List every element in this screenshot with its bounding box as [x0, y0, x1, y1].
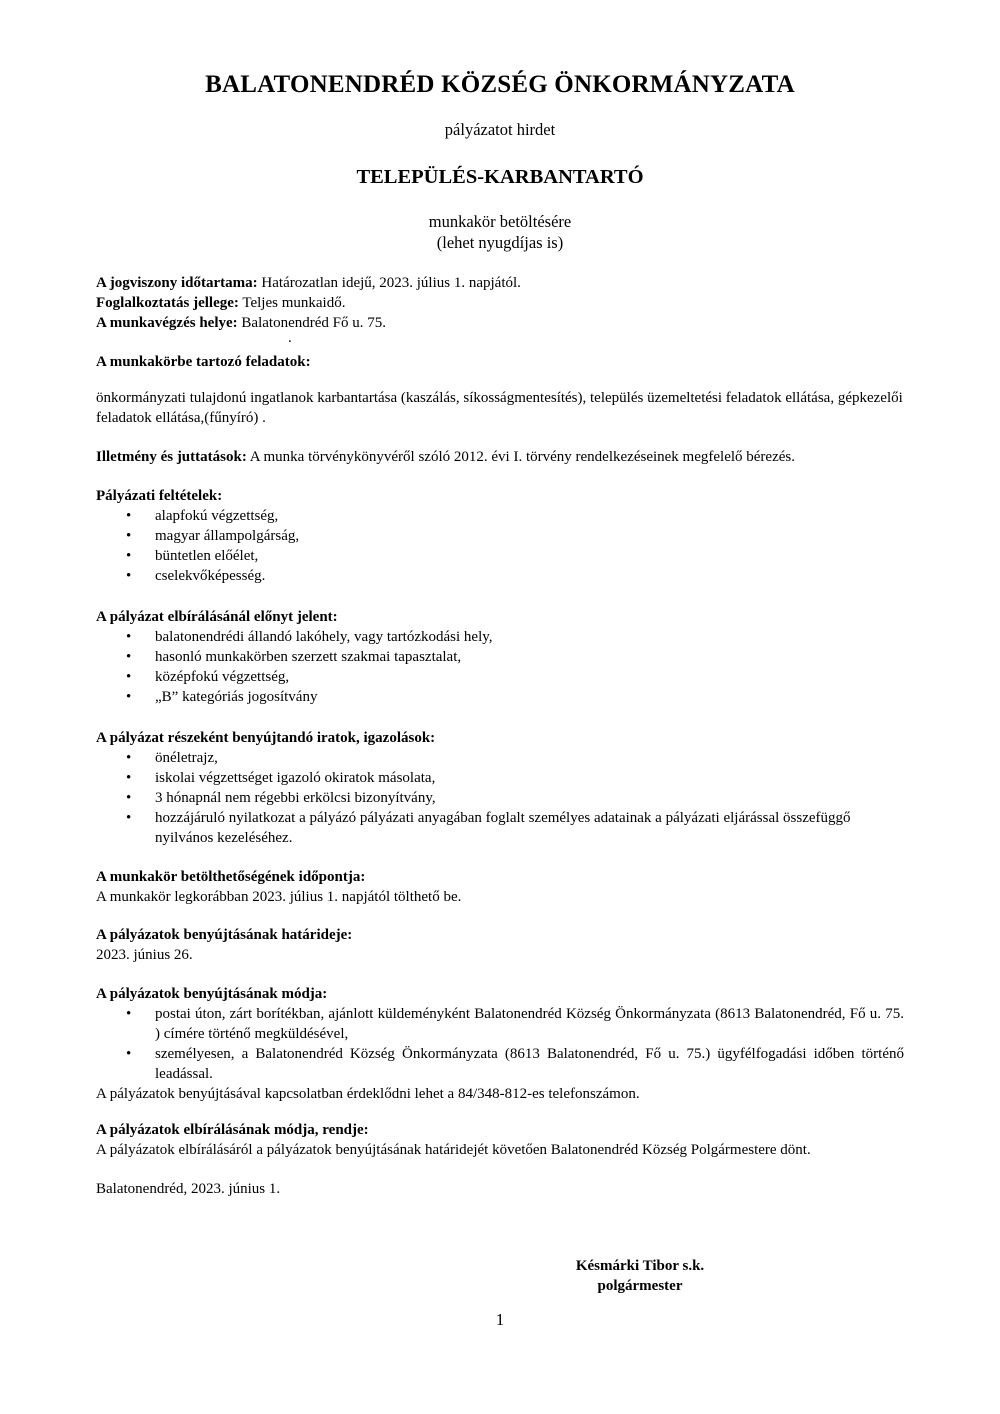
list-item: • postai úton, zárt borítékban, ajánlott küldeményként Balatonendréd Község Önkormányzata (8613 Balatonendréd, Fő u. 75. ) címére történő megküldésével, [126, 1006, 904, 1042]
advantages-section [96, 607, 904, 707]
list-item: • személyesen, a Balatonendréd Község Önkormányzata (8613 Balatonendréd, Fő u. 75.) ügyfélfogadási időben történő leadással. [126, 1046, 904, 1082]
bullet-icon: • [126, 508, 132, 524]
bullet-icon: • [126, 790, 132, 806]
list-item: • büntetlen előélet, [126, 548, 259, 564]
signature-role: polgármester [597, 1278, 683, 1294]
page-title: BALATONENDRÉD KÖZSÉG ÖNKORMÁNYZATA [205, 71, 795, 98]
conditions-list [96, 506, 904, 586]
start-section [96, 867, 904, 907]
salary-line [96, 447, 904, 467]
duration-value: Határozatlan idejű, 2023. július 1. napjától. [257, 275, 521, 291]
documents-section [96, 728, 904, 848]
contact-text: A pályázatok benyújtásával kapcsolatban érdeklődni lehet a 84/348-812-es telefonszámon. [96, 1086, 640, 1102]
method-list [96, 1004, 904, 1084]
advantages-heading: A pályázat elbírálásánál előnyt jelent: [96, 609, 338, 625]
tasks-text: önkormányzati tulajdonú ingatlanok karbantartása (kaszálás, síkosságmentesítés), település üzemeltetési feladatok ellátása, gépkezelői feladatok ellátása,(fűnyíró) . [96, 390, 903, 426]
place-label: A munkavégzés helye: [96, 315, 238, 331]
deadline-text: 2023. június 26. [96, 947, 193, 963]
list-item: • „B” kategóriás jogosítvány [126, 689, 318, 705]
list-item: • hasonló munkakörben szerzett szakmai tapasztalat, [126, 649, 462, 665]
list-item: • hozzájáruló nyilatkozat a pályázó pályázati anyagában foglalt személyes adatainak a pályázati eljárással összefüggő nyilvános kezeléséhez. [126, 810, 851, 846]
bullet-icon: • [126, 669, 132, 685]
bullet-icon: • [126, 548, 132, 564]
conditions-section [96, 486, 904, 586]
start-heading: A munkakör betölthetőségének időpontja: [96, 869, 366, 885]
page-subtitle: pályázatot hirdet [444, 120, 556, 139]
bullet-icon: • [126, 629, 132, 645]
evaluation-text: A pályázatok elbírálásáról a pályázatok benyújtásának határidejét követően Balatonendréd Község Polgármestere dönt. [96, 1142, 811, 1158]
deadline-heading: A pályázatok benyújtásának határideje: [96, 927, 353, 943]
list-item: • balatonendrédi állandó lakóhely, vagy tartózkodási hely, [126, 629, 493, 645]
employment-value: Teljes munkaidő. [238, 295, 346, 311]
list-item: • alapfokú végzettség, [126, 508, 279, 524]
documents-heading: A pályázat részeként benyújtandó iratok, igazolások: [96, 730, 436, 746]
method-section [96, 984, 904, 1104]
list-item: • középfokú végzettség, [126, 669, 290, 685]
list-item: • cselekvőképesség. [126, 568, 266, 584]
place-line [96, 313, 904, 333]
evaluation-heading: A pályázatok elbírálásának módja, rendje: [96, 1122, 369, 1138]
evaluation-section [96, 1120, 904, 1160]
salary-label: Illetmény és juttatások: [96, 449, 247, 465]
start-text: A munkakör legkorábban 2023. július 1. napjától tölthető be. [96, 889, 462, 905]
fill-line-2: (lehet nyugdíjas is) [436, 233, 564, 252]
method-heading: A pályázatok benyújtásának módja: [96, 986, 328, 1002]
page-number: 1 [495, 1310, 505, 1329]
fill-note [0, 211, 1000, 253]
bullet-icon: • [126, 649, 132, 665]
place-value: Balatonendréd Fő u. 75. [237, 315, 386, 331]
deadline-section [96, 925, 904, 965]
bullet-icon: • [126, 689, 132, 705]
advantages-list [96, 627, 904, 707]
list-item: • iskolai végzettséget igazoló okiratok másolata, [126, 770, 436, 786]
duration-line [96, 273, 904, 293]
bullet-icon: • [126, 770, 132, 786]
fill-line-1: munkakör betöltésére [428, 212, 572, 231]
bullet-icon: • [126, 810, 132, 826]
list-item: • magyar állampolgárság, [126, 528, 300, 544]
list-item: • önéletrajz, [126, 750, 218, 766]
employment-line [96, 293, 904, 313]
info-block [96, 273, 904, 333]
employment-label: Foglalkoztatás jellege: [96, 295, 239, 311]
position-title: TELEPÜLÉS-KARBANTARTÓ [356, 166, 644, 188]
signature-name: Késmárki Tibor s.k. [575, 1258, 705, 1274]
duration-label: A jogviszony időtartama: [96, 275, 258, 291]
bullet-icon: • [126, 528, 132, 544]
list-item: • 3 hónapnál nem régebbi erkölcsi bizonyítvány, [126, 790, 436, 806]
documents-list [96, 748, 904, 848]
signature-block [540, 1256, 740, 1296]
stray-dot: . [288, 330, 292, 346]
salary-text: A munka törvénykönyvéről szóló 2012. évi I. törvény rendelkezéseinek megfelelő bérezés. [246, 449, 795, 465]
conditions-heading: Pályázati feltételek: [96, 488, 223, 504]
bullet-icon: • [126, 1006, 132, 1022]
bullet-icon: • [126, 568, 132, 584]
bullet-icon: • [126, 1046, 132, 1062]
place-date: Balatonendréd, 2023. június 1. [96, 1181, 281, 1197]
tasks-heading: A munkakörbe tartozó feladatok: [96, 354, 311, 370]
bullet-icon: • [126, 750, 132, 766]
